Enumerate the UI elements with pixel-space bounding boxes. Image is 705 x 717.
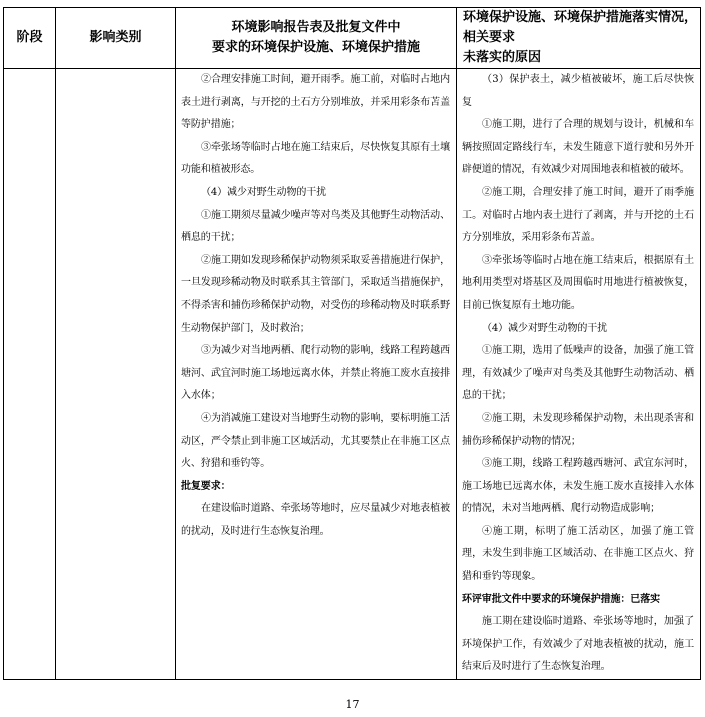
cell-stage — [4, 69, 56, 680]
paragraph: 在建设临时道路、牵张场等地时，应尽量减少对地表植被的扰动，及时进行生态恢复治理。 — [181, 503, 450, 537]
page-number: 17 — [345, 698, 360, 711]
paragraph: ④施工期，标明了施工活动区，加强了施工管理，未发生到非施工区域活动、在非施工区点火、狩猎和垂钓等现象。 — [462, 525, 694, 583]
paragraph: ①施工期，选用了低噪声的设备，加强了施工管理，有效减少了噪声对鸟类及其他野生动物活动、栖息的干扰； — [462, 345, 694, 402]
paragraph: ③牵张场等临时占地在施工结束后，根据原有土地利用类型对塔基区及周围临时用地进行植被恢复，目前已恢复原有土地功能。 — [462, 254, 694, 311]
header-measures-required — [176, 8, 457, 69]
paragraph: ②施工期，合理安排了施工时间，避开了雨季施工。对临时占地内表土进行了剥离，并与开挖的土石方分别堆放，采用彩条布苫盖。 — [462, 186, 694, 244]
header-line: 环境影响报告表及批复文件中 — [231, 20, 401, 35]
cell-impact-category — [56, 69, 176, 680]
header-line: 未落实的原因 — [463, 50, 542, 65]
paragraph: ①施工期，进行了合理的规划与设计，机械和车辆按照固定路线行车，未发生随意下道行驶和另外开辟便道的情况，有效减少对周围地表和植被的破坏。 — [462, 119, 694, 176]
paragraph: 施工期在建设临时道路、牵张场等地时，加强了环境保护工作，有效减少了对地表植被的扰动，施工结束后及时进行了生态恢复治理。 — [462, 616, 694, 673]
paragraph: ②施工期，未发现珍稀保护动物，未出现杀害和捕伤珍稀保护动物的情况； — [462, 412, 694, 447]
paragraph: 环评审批文件中要求的环境保护措施：已落实 — [462, 593, 660, 605]
paragraph: ①施工期须尽量减少噪声等对鸟类及其他野生动物活动、栖息的干扰； — [181, 209, 450, 244]
environmental-measures-table — [3, 7, 701, 680]
paragraph: ③为减少对当地两栖、爬行动物的影响，线路工程跨越西塘河、武宜河时施工场地远离水体，并禁止将施工废水直接排入水体； — [181, 345, 450, 402]
cell-implementation — [457, 69, 701, 680]
paragraph: ③施工期，线路工程跨越西塘河、武宜东河时，施工场地已远离水体，未发生施工废水直接排入水体的情况，未对当地两栖、爬行动物造成影响； — [462, 458, 694, 515]
header-implementation — [457, 8, 701, 69]
header-line: 要求的环境保护设施、环境保护措施 — [211, 40, 420, 55]
paragraph: （4）减少对野生动物的干扰 — [201, 186, 327, 198]
table-row — [4, 69, 701, 680]
table-header-row — [4, 8, 701, 69]
paragraph: （3）保护表土，减少植被破坏，施工后尽快恢复 — [462, 74, 694, 108]
paragraph: 批复要求： — [181, 480, 231, 492]
paragraph: ②施工期如发现珍稀保护动物须采取妥善措施进行保护，一旦发现珍稀动物及时联系其主管部门，采取适当措施保护，不得杀害和捕伤珍稀保护动物，对受伤的珍稀动物及时联系野生动物保护部门，及时救治； — [181, 254, 450, 334]
header-line: 环境保护设施、环境保护措施落实情况，相关要求 — [463, 10, 698, 45]
header-stage: 阶段 — [4, 8, 56, 69]
cell-measures-required — [176, 69, 457, 680]
paragraph: （4）减少对野生动物的干扰 — [482, 322, 608, 334]
paragraph: ④为消减施工建设对当地野生动物的影响，要标明施工活动区，严令禁止到非施工区域活动，尤其要禁止在非施工区点火、狩猎和垂钓等。 — [181, 412, 450, 470]
header-impact-category: 影响类别 — [56, 8, 176, 69]
paragraph: ③牵张场等临时占地在施工结束后，尽快恢复其原有土壤功能和植被形态。 — [181, 141, 450, 176]
paragraph: ②合理安排施工时间，避开雨季。施工前，对临时占地内表土进行剥离，与开挖的土石方分别堆放，并采用彩条布苫盖等防护措施； — [181, 74, 450, 131]
